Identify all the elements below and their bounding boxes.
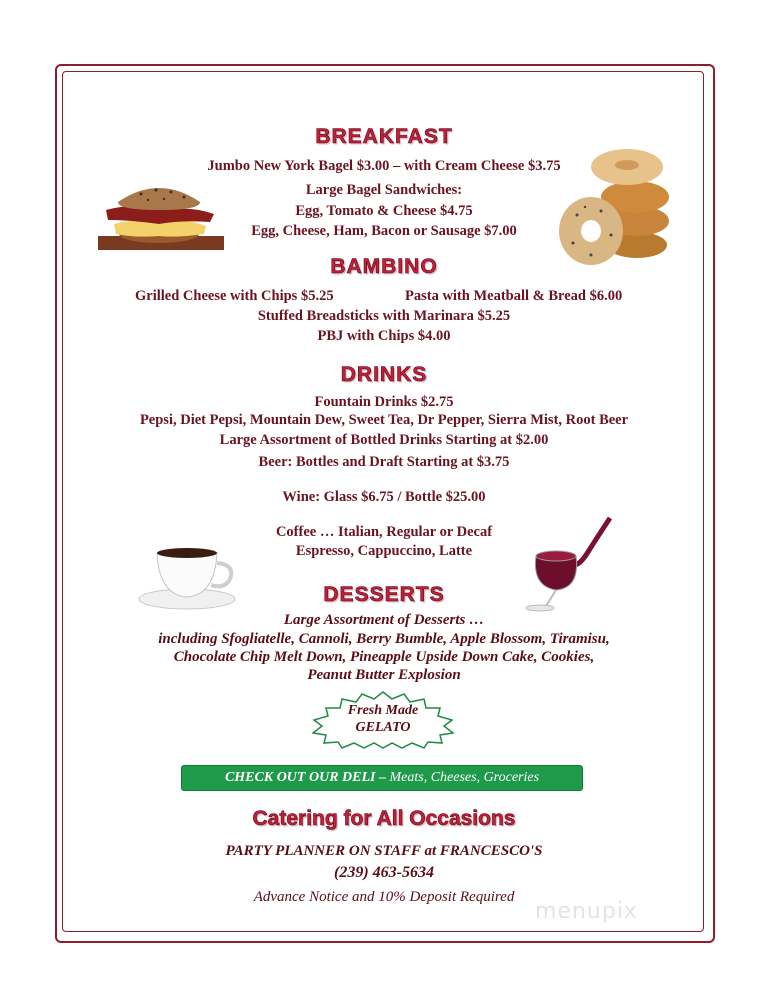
desserts-list-2: Chocolate Chip Melt Down, Pineapple Upside Down Cake, Cookies, <box>173 649 595 665</box>
drinks-beer: Beer: Bottles and Draft Starting at $3.75 <box>258 454 510 470</box>
bambino-grilled-cheese: Grilled Cheese with Chips $5.25 <box>135 288 334 304</box>
bambino-pbj: PBJ with Chips $4.00 <box>317 328 451 344</box>
bagel-sandwich-photo <box>96 180 226 252</box>
watermark: menupix <box>535 899 638 924</box>
catering-heading: Catering for All Occasions <box>252 807 516 830</box>
catering-notice: Advance Notice and 10% Deposit Required <box>253 889 515 905</box>
drinks-heading: DRINKS <box>340 363 428 386</box>
desserts-list-3: Peanut Butter Explosion <box>307 667 461 683</box>
deli-banner-prefix: CHECK OUT OUR DELI – <box>224 770 390 785</box>
drinks-fountain: Fountain Drinks $2.75 <box>314 394 454 410</box>
breakfast-bagel-line: Jumbo New York Bagel $3.00 – with Cream Cheese $3.75 <box>207 158 561 174</box>
deli-banner-rest: Meats, Cheeses, Groceries <box>389 770 540 785</box>
bambino-pasta: Pasta with Meatball & Bread $6.00 <box>405 288 623 304</box>
breakfast-egg-tomato: Egg, Tomato & Cheese $4.75 <box>295 203 473 219</box>
drinks-espresso: Espresso, Cappuccino, Latte <box>295 543 473 559</box>
breakfast-heading: BREAKFAST <box>315 125 453 148</box>
breakfast-sandwiches-label: Large Bagel Sandwiches: <box>305 182 463 198</box>
catering-phone: (239) 463-5634 <box>334 864 434 881</box>
breakfast-egg-ham: Egg, Cheese, Ham, Bacon or Sausage $7.00 <box>251 223 517 239</box>
gelato-line-1: Fresh Made <box>347 703 419 718</box>
desserts-intro: Large Assortment of Desserts … <box>283 612 485 628</box>
drinks-bottled: Large Assortment of Bottled Drinks Starting at $2.00 <box>219 432 549 448</box>
bagel-stack-photo <box>557 145 677 270</box>
gelato-line-2: GELATO <box>355 720 411 735</box>
deli-banner <box>181 765 583 791</box>
gelato-badge <box>312 691 454 749</box>
bambino-heading: BAMBINO <box>330 255 438 278</box>
bambino-breadsticks: Stuffed Breadsticks with Marinara $5.25 <box>257 308 511 324</box>
drinks-coffee: Coffee … Italian, Regular or Decaf <box>275 524 493 540</box>
desserts-list-1: including Sfogliatelle, Cannoli, Berry Bumble, Apple Blossom, Tiramisu, <box>158 631 610 647</box>
drinks-wine: Wine: Glass $6.75 / Bottle $25.00 <box>282 489 486 505</box>
catering-party-planner: PARTY PLANNER ON STAFF at FRANCESCO'S <box>225 843 543 859</box>
drinks-soda-list: Pepsi, Diet Pepsi, Mountain Dew, Sweet Tea, Dr Pepper, Sierra Mist, Root Beer <box>139 412 629 428</box>
desserts-heading: DESSERTS <box>323 583 445 606</box>
